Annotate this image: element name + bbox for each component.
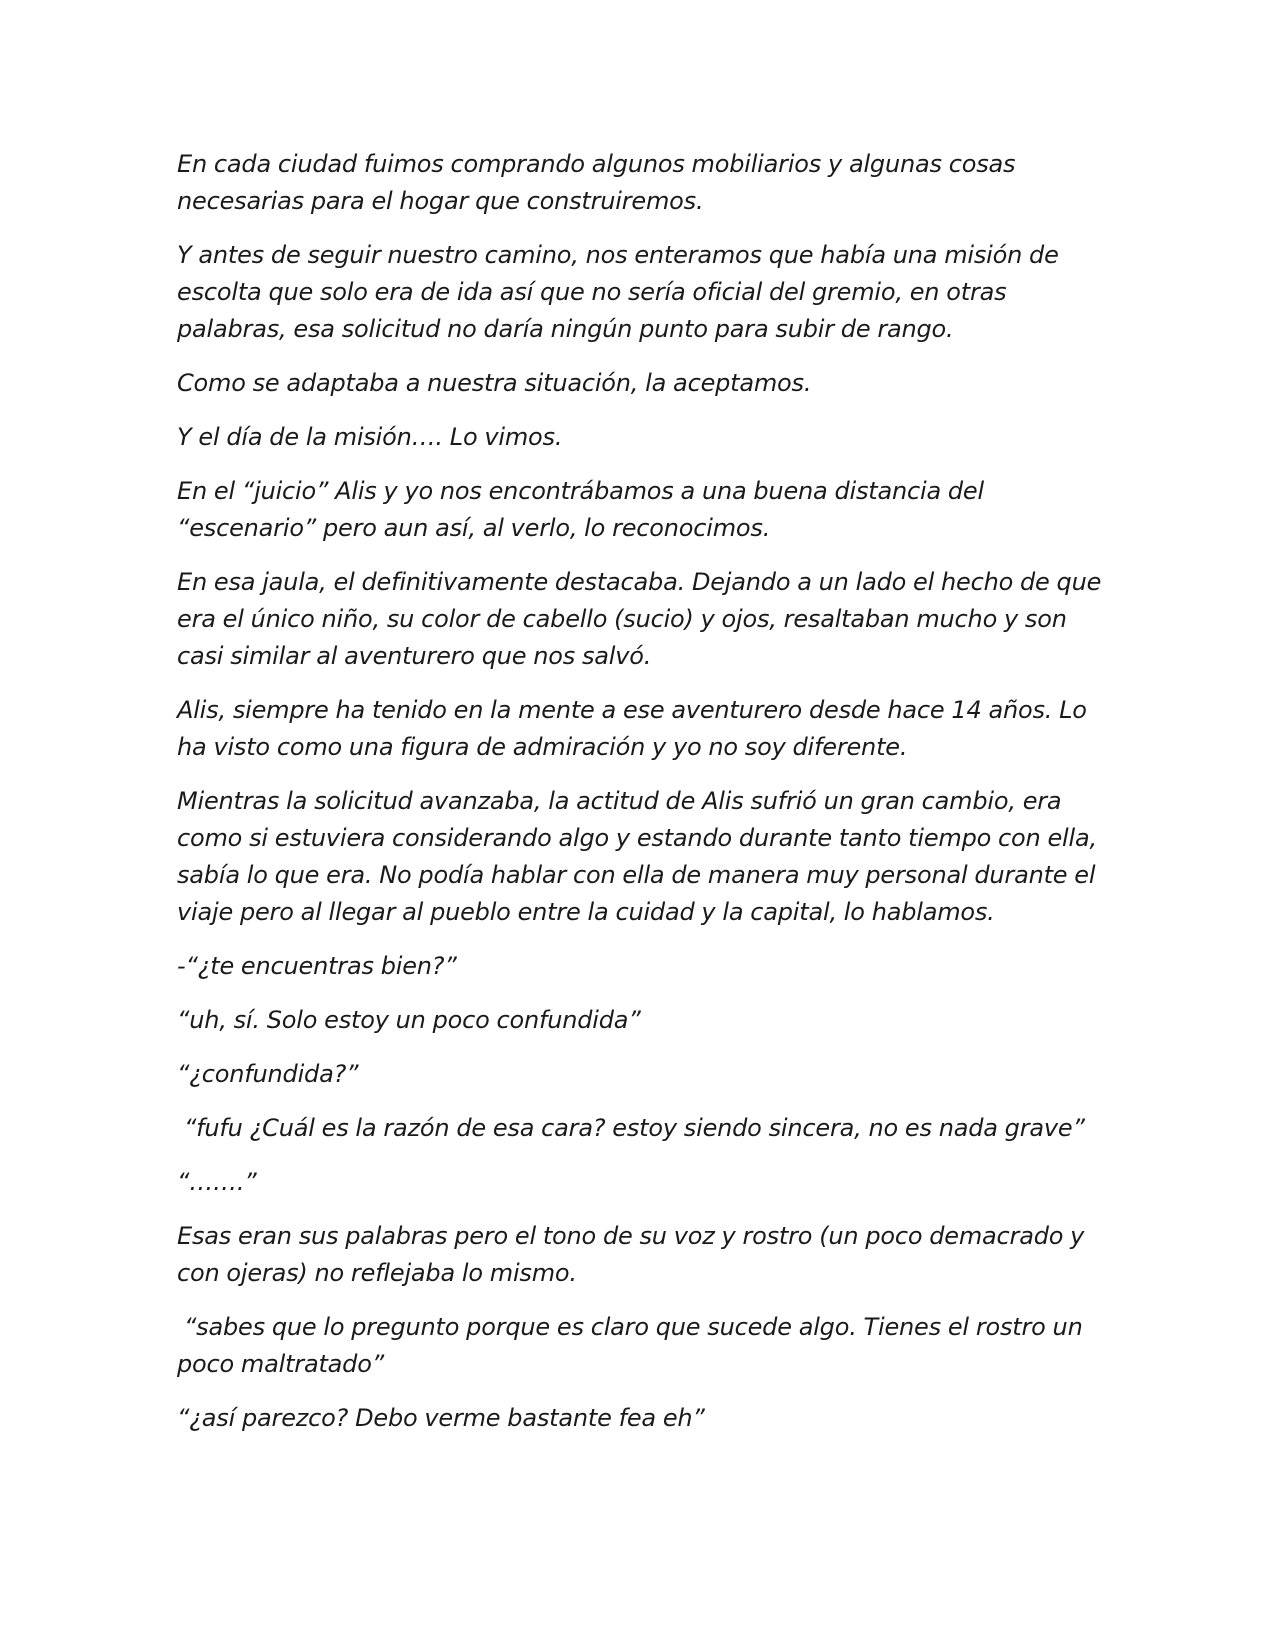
dialogue-line: “¿así parezco? Debo verme bastante fea eh” — [177, 1404, 705, 1432]
dialogue-line: “sabes que lo pregunto porque es claro que sucede algo. Tienes el rostro un poco maltratado” — [177, 1313, 1090, 1378]
paragraph: En cada ciudad fuimos comprando algunos mobiliarios y algunas cosas necesarias para el hogar que construiremos. — [177, 150, 1016, 215]
paragraph: Y antes de seguir nuestro camino, nos enteramos que había una misión de escolta que solo era de ida así que no sería oficial del gremio, en otras palabras, esa solicitud no daría ningún punto para subir de rango. — [177, 241, 1059, 343]
paragraph: Mientras la solicitud avanzaba, la actitud de Alis sufrió un gran cambio, era como si estuviera considerando algo y estando durante tanto tiempo con ella, sabía lo que era. No podía hablar con ella de manera muy personal durante el viaje pero al llegar al pueblo entre la cuidad y la capital, lo hablamos. — [177, 787, 1097, 926]
paragraph: Y el día de la misión…. Lo vimos. — [177, 423, 563, 451]
dialogue-line: “¿confundida?” — [177, 1060, 359, 1088]
document-body — [177, 146, 1107, 1454]
dialogue-line: “…….” — [177, 1168, 257, 1196]
dialogue-line: -“¿te encuentras bien?” — [177, 952, 457, 980]
paragraph: Esas eran sus palabras pero el tono de su voz y rostro (un poco demacrado y con ojeras) no reflejaba lo mismo. — [177, 1222, 1085, 1287]
paragraph: En esa jaula, el definitivamente destacaba. Dejando a un lado el hecho de que era el único niño, su color de cabello (sucio) y ojos, resaltaban mucho y son casi similar al aventurero que nos salvó. — [177, 568, 1102, 670]
dialogue-line: “fufu ¿Cuál es la razón de esa cara? estoy siendo sincera, no es nada grave” — [177, 1114, 1085, 1142]
paragraph: En el “juicio” Alis y yo nos encontrábamos a una buena distancia del “escenario” pero aun así, al verlo, lo reconocimos. — [177, 477, 984, 542]
paragraph: Alis, siempre ha tenido en la mente a ese aventurero desde hace 14 años. Lo ha visto como una figura de admiración y yo no soy diferente. — [177, 696, 1087, 761]
paragraph: Como se adaptaba a nuestra situación, la aceptamos. — [177, 369, 812, 397]
dialogue-line: “uh, sí. Solo estoy un poco confundida” — [177, 1006, 641, 1034]
